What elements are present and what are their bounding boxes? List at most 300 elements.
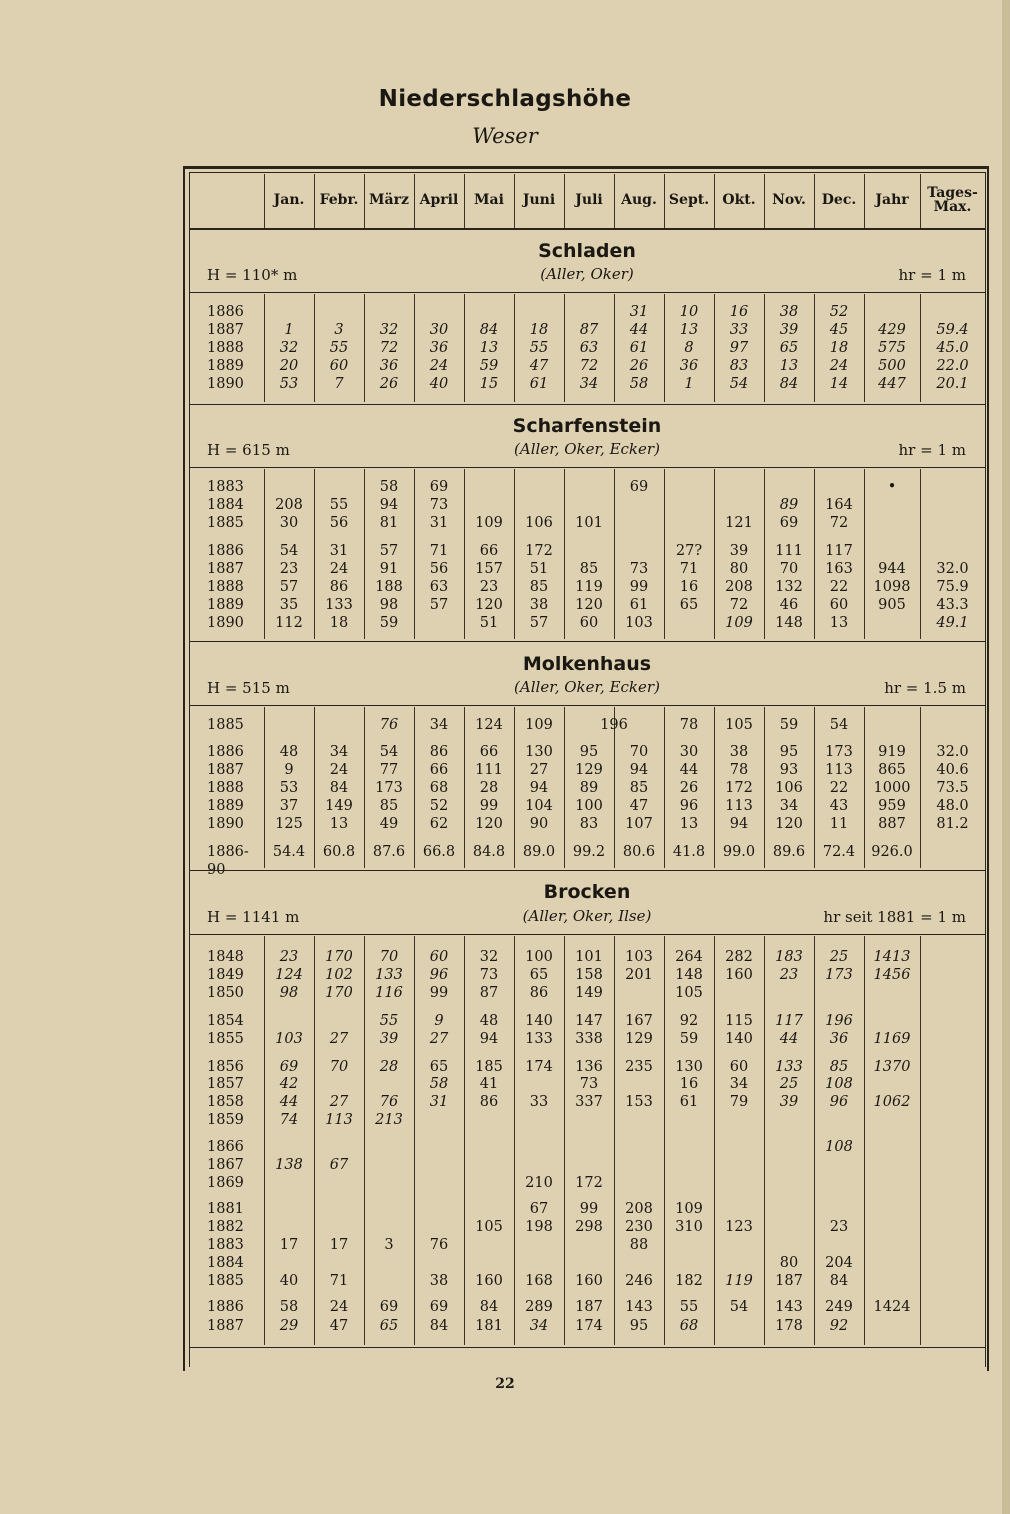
row-year: 1885 [207,717,244,733]
header-column-rule [920,174,921,228]
table-cell: 81 [379,515,399,531]
table-cell: 18 [529,322,549,338]
table-cell: 54.4 [272,844,306,860]
table-cell: 17 [279,1237,299,1253]
table-cell: 160 [725,967,753,983]
row-year: 1884 [207,497,244,513]
table-cell: 66 [479,744,499,760]
row-year: 1857 [207,1076,244,1092]
table-cell: 39 [779,1094,799,1110]
table-cell: 183 [775,949,803,965]
column-header: Juli [575,192,603,208]
table-cell: 85 [379,798,399,814]
table-cell: 289 [525,1299,553,1315]
table-cell: 49.1 [936,615,969,631]
table-cell: 138 [275,1157,303,1173]
table-cell: 66 [479,543,499,559]
page-number: 22 [495,1376,515,1392]
table-cell: 67 [529,1201,549,1217]
table-cell: 69 [629,479,649,495]
table-cell: 89.6 [772,844,806,860]
table-cell: 164 [825,497,853,513]
table-cell: 73 [429,497,449,513]
table-cell: 337 [575,1094,603,1110]
table-cell: 85 [529,579,549,595]
table-cell: 208 [625,1201,653,1217]
section-title: Scharfenstein [512,415,662,437]
table-cell: 57 [379,543,399,559]
table-cell: 208 [725,579,753,595]
table-cell: 13 [329,816,349,832]
table-cell: 84 [479,322,499,338]
row-year: 1887 [207,322,244,338]
table-cell: 33 [529,1094,549,1110]
table-cell: 18 [829,340,849,356]
table-cell: 39 [379,1031,399,1047]
table-cell: 130 [675,1059,703,1075]
table-cell: 37 [279,798,299,814]
table-cell: 181 [475,1318,503,1334]
table-cell: 68 [679,1318,699,1334]
table-cell: 120 [775,816,803,832]
table-cell: 113 [725,798,753,814]
table-cell: 16 [679,1076,699,1092]
table-cell: 68 [429,780,449,796]
table-cell: 69 [379,1299,399,1315]
table-cell: 55 [679,1299,699,1315]
table-cell: 74 [279,1112,299,1128]
table-cell: 3 [384,1237,394,1253]
table-cell: 69 [279,1059,299,1075]
table-cell: 55 [329,497,349,513]
column-header: Dec. [821,192,857,208]
table-cell: 47 [329,1318,349,1334]
table-cell: 140 [525,1013,553,1029]
table-cell: 54 [829,717,849,733]
station-height: H = 515 m [207,679,290,697]
table-cell: 887 [878,816,906,832]
table-cell: 86 [479,1094,499,1110]
table-cell: 86 [529,985,549,1001]
table-cell: 18 [329,615,349,631]
section-rivers: (Aller, Oker, Ecker) [514,440,660,458]
section-end-rule [189,870,985,871]
table-rule [189,172,985,173]
row-year: 1889 [207,597,244,613]
table-cell: 94 [529,780,549,796]
table-cell: 160 [475,1273,503,1289]
table-cell: 77 [379,762,399,778]
table-cell: 59 [779,717,799,733]
row-year: 1886-90 [207,844,249,878]
table-cell: 119 [725,1273,753,1289]
table-cell: 54 [729,1299,749,1315]
table-cell: 32.0 [936,561,969,577]
header-column-rule [414,174,415,228]
table-cell: 14 [829,376,849,392]
table-cell: 57 [529,615,549,631]
column-header: Jan. [273,192,305,208]
table-cell: 26 [379,376,399,392]
table-cell: 80 [729,561,749,577]
section-title: Brocken [543,881,631,903]
row-year: 1888 [207,780,244,796]
header-rule [189,228,985,230]
column-header: Jahr [875,192,909,208]
table-cell: 16 [729,304,749,320]
table-cell: 148 [675,967,703,983]
table-cell: 28 [479,780,499,796]
table-cell: 103 [625,615,653,631]
table-cell: 72 [579,358,599,374]
table-cell: 53 [279,376,299,392]
header-column-rule [364,174,365,228]
table-cell: 157 [475,561,503,577]
table-cell: 173 [825,967,853,983]
table-cell: 133 [375,967,403,983]
section-title: Schladen [538,240,636,262]
table-cell: 51 [479,615,499,631]
table-cell: 124 [475,717,503,733]
table-cell: 172 [575,1175,603,1191]
table-cell: 20 [279,358,299,374]
table-cell: 70 [629,744,649,760]
table-cell: 107 [625,816,653,832]
table-cell: 38 [729,744,749,760]
table-cell: 99.2 [572,844,606,860]
table-cell: 11 [829,816,849,832]
table-cell: 160 [575,1273,603,1289]
table-cell: 75.9 [936,579,969,595]
section-title: Molkenhaus [522,653,652,675]
row-year: 1884 [207,1255,244,1271]
header-column-rule [764,174,765,228]
header-column-rule [514,174,515,228]
table-cell: 105 [475,1219,503,1235]
table-cell: 87.6 [372,844,406,860]
table-cell: 76 [379,717,399,733]
table-cell: 40.6 [936,762,969,778]
gauge-height: hr = 1 m [898,441,966,459]
table-cell: 23 [479,579,499,595]
table-cell: 27 [329,1031,349,1047]
table-cell: 31 [629,304,649,320]
station-height: H = 1141 m [207,908,300,926]
table-cell: 52 [829,304,849,320]
section-rivers: (Aller, Oker, Ilse) [522,907,652,925]
table-cell: 109 [475,515,503,531]
table-cell: 167 [625,1013,653,1029]
table-cell: 235 [625,1059,653,1075]
table-cell: 34 [579,376,599,392]
table-cell: 1169 [873,1031,911,1047]
column-header: Nov. [772,192,806,208]
table-cell: 59.4 [936,322,969,338]
table-cell: 13 [829,615,849,631]
table-cell: 143 [625,1299,653,1315]
row-year: 1869 [207,1175,244,1191]
table-cell: 29 [279,1318,299,1334]
table-cell: 23 [279,561,299,577]
table-cell: 23 [779,967,799,983]
table-cell: 65 [529,967,549,983]
table-cell: 47 [629,798,649,814]
table-cell: 41 [479,1076,499,1092]
table-cell: 27? [675,543,703,559]
column-rule [920,936,921,1345]
table-cell: 84 [829,1273,849,1289]
table-cell: 32.0 [936,744,969,760]
table-cell: 120 [575,597,603,613]
table-cell: 44 [679,762,699,778]
table-cell: 92 [829,1318,849,1334]
table-cell: 1413 [873,949,911,965]
table-cell: 70 [779,561,799,577]
table-cell: 125 [275,816,303,832]
table-cell: 201 [625,967,653,983]
table-cell: 69 [779,515,799,531]
table-cell: 84 [479,1299,499,1315]
table-cell: 63 [579,340,599,356]
table-cell: 80 [779,1255,799,1271]
table-cell: 46 [779,597,799,613]
table-rule [985,172,986,1367]
table-cell: 208 [275,497,303,513]
column-header: Juni [522,192,556,208]
table-cell: 7 [334,376,344,392]
table-cell: 119 [575,579,603,595]
header-column-rule [264,174,265,228]
table-cell: 338 [575,1031,603,1047]
table-cell: 98 [279,985,299,1001]
row-year: 1881 [207,1201,244,1217]
table-cell: 96 [829,1094,849,1110]
table-cell: 8 [684,340,694,356]
column-header: März [369,192,409,208]
table-cell: 115 [725,1013,753,1029]
table-cell: 91 [379,561,399,577]
table-cell: 36 [429,340,449,356]
table-cell: 182 [675,1273,703,1289]
row-year: 1855 [207,1031,244,1047]
table-cell: 124 [275,967,303,983]
table-cell: 60.8 [322,844,356,860]
row-year: 1886 [207,543,244,559]
table-cell: 15 [479,376,499,392]
table-cell: 944 [878,561,906,577]
table-cell: 51 [529,561,549,577]
table-cell: 9 [284,762,294,778]
column-header: Okt. [722,192,756,208]
table-cell: 55 [379,1013,399,1029]
table-cell: 61 [629,340,649,356]
table-cell: 103 [625,949,653,965]
table-cell: 55 [329,340,349,356]
table-cell: 34 [329,744,349,760]
table-cell: 40 [429,376,449,392]
table-cell: 149 [325,798,353,814]
row-year: 1866 [207,1139,244,1155]
section-rule [189,467,985,468]
table-cell: 65 [429,1059,449,1075]
row-year: 1883 [207,1237,244,1253]
table-cell: 84.8 [472,844,506,860]
table-cell: 264 [675,949,703,965]
table-cell: 153 [625,1094,653,1110]
table-cell: 78 [729,762,749,778]
table-cell: 113 [325,1112,353,1128]
section-rivers: (Aller, Oker, Ecker) [514,678,660,696]
table-cell: 94 [629,762,649,778]
header-column-rule [614,174,615,228]
table-cell: 61 [629,597,649,613]
table-cell: 49 [379,816,399,832]
table-cell: 85 [829,1059,849,1075]
table-cell: 59 [479,358,499,374]
table-cell: 117 [775,1013,803,1029]
row-year: 1887 [207,561,244,577]
table-cell: 298 [575,1219,603,1235]
row-year: 1888 [207,340,244,356]
table-cell: 1062 [873,1094,911,1110]
table-cell: 24 [829,358,849,374]
table-cell: 1 [684,376,694,392]
table-cell: 35 [279,597,299,613]
table-cell: 48.0 [936,798,969,814]
page-subtitle: Weser [472,124,538,148]
header-column-rule [314,174,315,228]
column-header: Mai [474,192,504,208]
table-cell: 174 [575,1318,603,1334]
table-cell: 17 [329,1237,349,1253]
row-year: 1890 [207,816,244,832]
row-year: 1858 [207,1094,244,1110]
table-cell: 73 [479,967,499,983]
table-cell: 282 [725,949,753,965]
table-cell: 105 [675,985,703,1001]
table-cell: 187 [775,1273,803,1289]
table-cell: 111 [775,543,803,559]
table-cell: 43 [829,798,849,814]
table-cell: 187 [575,1299,603,1315]
table-cell: 56 [429,561,449,577]
table-cell: 60 [729,1059,749,1075]
table-cell: 23 [829,1219,849,1235]
header-column-rule [864,174,865,228]
table-cell: 196 [600,717,628,733]
table-cell: 53 [279,780,299,796]
table-cell: 60 [329,358,349,374]
table-cell: 94 [379,497,399,513]
table-cell: 47 [529,358,549,374]
table-cell: 84 [329,780,349,796]
table-cell: 9 [434,1013,444,1029]
table-cell: 147 [575,1013,603,1029]
table-cell: 87 [479,985,499,1001]
table-cell: 99 [479,798,499,814]
table-cell: 97 [729,340,749,356]
table-cell: 100 [525,949,553,965]
table-cell: 66 [429,762,449,778]
table-cell: 94 [729,816,749,832]
table-cell: 86 [329,579,349,595]
table-cell: 76 [379,1094,399,1110]
row-year: 1886 [207,1299,244,1315]
table-cell: 99 [629,579,649,595]
row-year: 1886 [207,744,244,760]
column-header: Aug. [621,192,657,208]
table-cell: 113 [825,762,853,778]
table-cell: 905 [878,597,906,613]
table-cell: 34 [529,1318,549,1334]
section-rule [189,705,985,706]
table-cell: 13 [679,322,699,338]
table-cell: 54 [729,376,749,392]
table-cell: 83 [729,358,749,374]
table-cell: 120 [475,597,503,613]
table-cell: 63 [429,579,449,595]
row-year: 1887 [207,1318,244,1334]
table-cell: 58 [629,376,649,392]
table-cell: 84 [779,376,799,392]
table-cell: 34 [429,717,449,733]
table-cell: 108 [825,1139,853,1155]
table-cell: 32 [279,340,299,356]
table-cell: 13 [779,358,799,374]
table-cell: 27 [429,1031,449,1047]
table-cell: 1000 [873,780,911,796]
table-cell: 20.1 [936,376,969,392]
table-cell: 10 [679,304,699,320]
table-cell: 56 [329,515,349,531]
table-cell: 170 [325,985,353,1001]
table-cell: 109 [525,717,553,733]
table-cell: 172 [725,780,753,796]
table-cell: 81.2 [936,816,969,832]
table-cell: 92 [679,1013,699,1029]
section-rule [189,934,985,935]
table-cell: 59 [379,615,399,631]
table-cell: 78 [679,717,699,733]
header-column-rule [814,174,815,228]
table-cell: 39 [779,322,799,338]
table-cell: 38 [429,1273,449,1289]
header-column-rule [464,174,465,228]
table-cell: 99 [579,1201,599,1217]
page-edge [1002,0,1010,1514]
table-cell: 57 [279,579,299,595]
table-cell: 926.0 [871,844,913,860]
table-cell: 43.3 [936,597,969,613]
table-cell: 73 [579,1076,599,1092]
table-cell: 39 [729,543,749,559]
section-rivers: (Aller, Oker) [540,265,634,283]
table-cell: 31 [329,543,349,559]
table-cell: 129 [575,762,603,778]
table-cell: 140 [725,1031,753,1047]
table-cell: 60 [579,615,599,631]
gauge-height: hr = 1 m [898,266,966,284]
table-cell: 22.0 [936,358,969,374]
table-cell: 16 [679,579,699,595]
table-cell: 58 [429,1076,449,1092]
gauge-height: hr = 1.5 m [884,679,966,697]
table-cell: 73 [629,561,649,577]
table-cell: 72 [729,597,749,613]
table-cell: 93 [779,762,799,778]
table-cell: 95 [579,744,599,760]
table-cell: 919 [878,744,906,760]
